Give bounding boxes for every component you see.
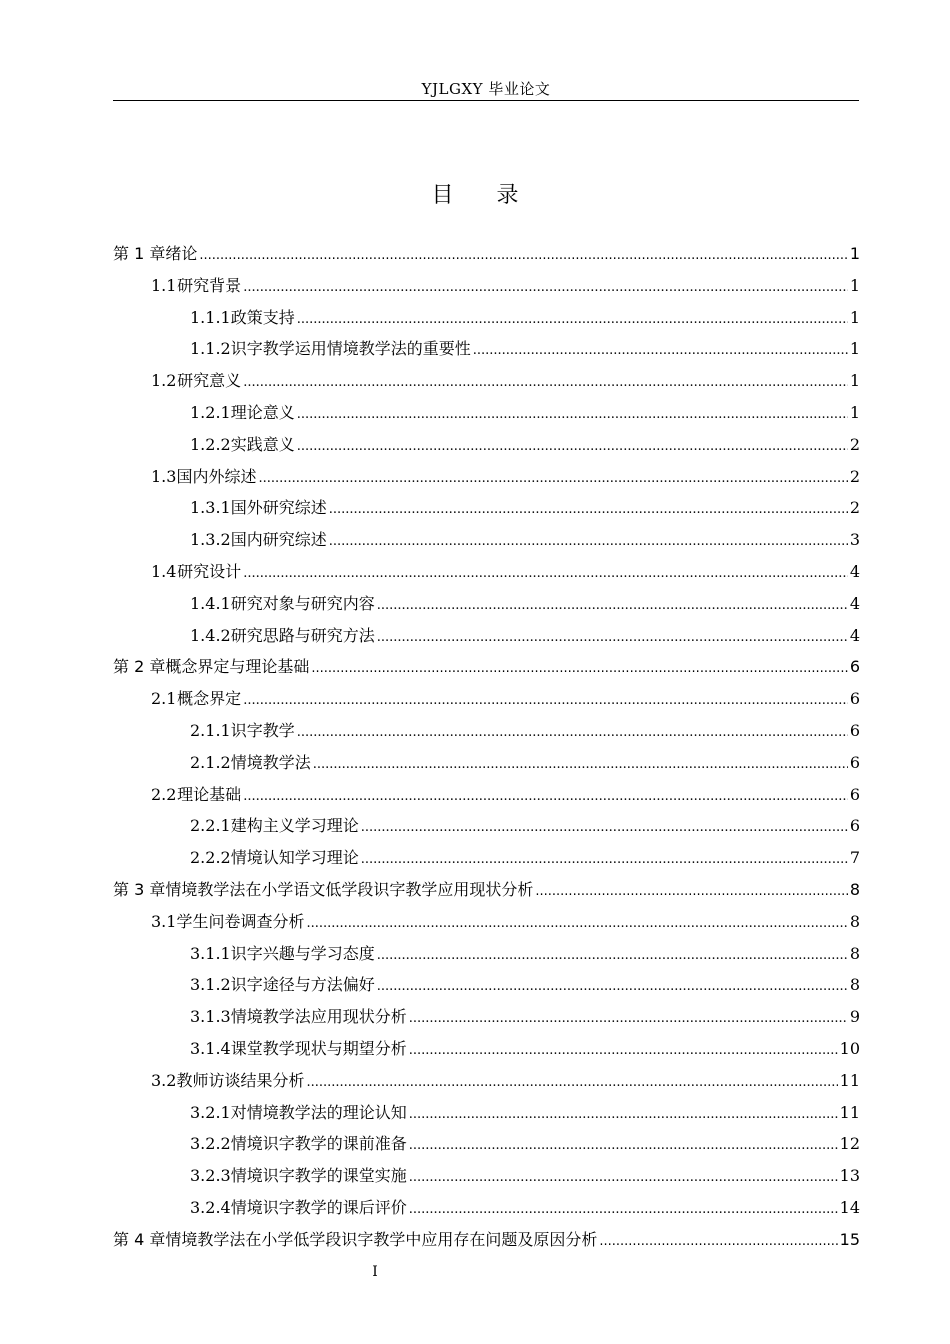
toc-entry[interactable]: [113, 1065, 860, 1097]
toc-dot-leader: [473, 333, 848, 367]
toc-entry-number: 3.2.4: [190, 1197, 231, 1217]
toc-dot-leader: [243, 556, 848, 590]
toc-entry-title: 理论基础: [177, 784, 242, 804]
toc-entry[interactable]: [113, 810, 860, 842]
toc-entry-title: 研究对象与研究内容: [230, 593, 375, 613]
toc-entry-number: 1.1.2: [190, 339, 231, 359]
toc-entry-number: 1.4.2: [190, 625, 231, 645]
toc-entry[interactable]: [113, 238, 860, 270]
toc-entry-number: 2.2.2: [190, 848, 231, 868]
toc-entry-number: 1.3.1: [190, 498, 231, 518]
toc-entry-page: 14: [839, 1197, 860, 1217]
toc-dot-leader: [311, 651, 847, 685]
toc-entry-title: 识字教学: [230, 720, 295, 740]
toc-dot-leader: [297, 429, 848, 463]
toc-entry-number: 2.1: [151, 689, 177, 709]
toc-entry-number: 3.1.4: [190, 1038, 231, 1058]
toc-dot-leader: [535, 874, 847, 908]
toc-entry[interactable]: [113, 747, 860, 779]
toc-entry-page: 8: [849, 911, 860, 931]
toc-entry-page: 2: [849, 498, 860, 518]
toc-entry[interactable]: [113, 683, 860, 715]
toc-entry[interactable]: [113, 302, 860, 334]
toc-entry[interactable]: [113, 524, 860, 556]
toc-entry-page: 1: [849, 402, 860, 422]
toc-dot-leader: [361, 842, 848, 876]
header-rule: [113, 100, 859, 101]
toc-entry-number: 2.1.2: [190, 752, 231, 772]
toc-entry-number: 1.1: [151, 275, 177, 295]
toc-entry[interactable]: [113, 397, 860, 429]
toc-entry-number: 1.3.2: [190, 530, 231, 550]
toc-entry-page: 4: [849, 561, 860, 581]
toc-entry-title: 情境识字教学的课堂实施: [230, 1166, 407, 1186]
toc-dot-leader: [377, 938, 848, 972]
toc-entry-number: 1.4: [151, 561, 177, 581]
toc-dot-leader: [306, 906, 847, 940]
toc-entry-title: 理论意义: [230, 402, 295, 422]
toc-entry[interactable]: [113, 333, 860, 365]
toc-entry-title: 国外研究综述: [230, 498, 327, 518]
toc-dot-leader: [243, 779, 848, 813]
toc-entry[interactable]: [113, 429, 860, 461]
toc-entry-number: 3.2: [151, 1070, 177, 1090]
toc-dot-leader: [259, 461, 848, 495]
running-header: YJLGXY 毕业论文: [421, 80, 551, 98]
toc-entry-title: 绪论: [165, 244, 198, 263]
toc-dot-leader: [243, 270, 848, 304]
toc-entry[interactable]: [113, 715, 860, 747]
toc-entry-number: 第 4 章: [113, 1229, 166, 1249]
toc-entry-title: 识字教学运用情境教学法的重要性: [230, 339, 471, 359]
toc-entry[interactable]: [113, 365, 860, 397]
toc-entry[interactable]: [113, 270, 860, 302]
toc-dot-leader: [409, 1160, 838, 1194]
toc-entry-number: 3.2.1: [190, 1102, 231, 1122]
toc-entry-page: 4: [849, 593, 860, 613]
table-of-contents: [113, 238, 860, 1256]
toc-dot-leader: [599, 1224, 837, 1258]
toc-entry-title: 研究思路与研究方法: [230, 625, 375, 645]
toc-entry[interactable]: [113, 1097, 860, 1129]
toc-entry-number: 2.2: [151, 784, 177, 804]
toc-entry-page: 1: [849, 339, 860, 359]
toc-entry[interactable]: [113, 620, 860, 652]
toc-entry-page: 11: [839, 1102, 860, 1122]
toc-entry-number: 1.4.1: [190, 593, 231, 613]
toc-entry[interactable]: [113, 874, 860, 906]
toc-dot-leader: [409, 1128, 838, 1162]
toc-entry-number: 1.1.1: [190, 307, 231, 327]
toc-entry-title: 识字途径与方法偏好: [230, 975, 375, 995]
toc-entry-page: 8: [849, 879, 860, 899]
toc-dot-leader: [199, 238, 847, 272]
toc-dot-leader: [313, 747, 848, 781]
toc-entry[interactable]: [113, 651, 860, 683]
toc-entry-title: 学生问卷调查分析: [176, 911, 305, 931]
toc-entry-number: 3.1.2: [190, 975, 231, 995]
toc-entry-page: 12: [839, 1134, 860, 1154]
toc-entry[interactable]: [113, 588, 860, 620]
toc-entry-number: 1.3: [151, 466, 177, 486]
toc-entry-title: 教师访谈结果分析: [176, 1070, 305, 1090]
toc-entry-page: 2: [849, 434, 860, 454]
toc-dot-leader: [243, 365, 848, 399]
toc-entry[interactable]: [113, 1128, 860, 1160]
toc-entry-title: 研究设计: [177, 561, 242, 581]
toc-entry[interactable]: [113, 1001, 860, 1033]
toc-entry[interactable]: [113, 906, 860, 938]
toc-dot-leader: [329, 524, 848, 558]
toc-entry-page: 6: [849, 689, 860, 709]
toc-dot-leader: [377, 969, 848, 1003]
toc-entry[interactable]: [113, 1192, 860, 1224]
toc-entry[interactable]: [113, 938, 860, 970]
toc-entry[interactable]: [113, 1160, 860, 1192]
toc-entry-number: 3.1.3: [190, 1007, 231, 1027]
toc-dot-leader: [409, 1001, 848, 1035]
toc-entry-page: 10: [839, 1038, 860, 1058]
toc-entry-page: 1: [849, 275, 860, 295]
toc-dot-leader: [306, 1065, 837, 1099]
toc-entry-title: 识字兴趣与学习态度: [230, 943, 375, 963]
toc-entry-title: 情境教学法应用现状分析: [230, 1007, 407, 1027]
toc-entry-page: 6: [849, 784, 860, 804]
toc-dot-leader: [409, 1033, 838, 1067]
toc-dot-leader: [409, 1097, 838, 1131]
toc-entry-page: 4: [849, 625, 860, 645]
toc-entry-title: 情境教学法: [230, 752, 311, 772]
toc-entry-number: 3.2.3: [190, 1166, 231, 1186]
toc-entry[interactable]: [113, 1224, 860, 1256]
toc-entry-title: 国内外综述: [176, 466, 257, 486]
toc-entry[interactable]: [113, 842, 860, 874]
toc-entry-title: 概念界定与理论基础: [165, 657, 310, 677]
toc-dot-leader: [409, 1192, 838, 1226]
toc-entry-page: 3: [849, 530, 860, 550]
toc-entry-number: 1.2.1: [190, 402, 231, 422]
toc-entry[interactable]: [113, 492, 860, 524]
toc-entry-page: 1: [849, 371, 860, 391]
toc-entry-title: 情境识字教学的课后评价: [230, 1197, 407, 1217]
toc-entry-title: 情境识字教学的课前准备: [230, 1134, 407, 1154]
toc-entry-number: 2.1.1: [190, 720, 231, 740]
toc-entry-page: 11: [839, 1070, 860, 1090]
toc-entry-title: 概念界定: [177, 689, 242, 709]
toc-dot-leader: [361, 810, 848, 844]
toc-entry-page: 1: [849, 244, 860, 263]
toc-title: 目 录: [431, 183, 519, 208]
toc-entry-page: 6: [849, 720, 860, 740]
toc-entry-page: 6: [849, 657, 860, 677]
toc-entry-page: 8: [849, 943, 860, 963]
toc-entry-number: 第 2 章: [113, 657, 166, 677]
toc-entry-title: 情境教学法在小学低学段识字教学中应用存在问题及原因分析: [165, 1229, 598, 1249]
toc-dot-leader: [297, 302, 848, 336]
toc-entry-page: 6: [849, 816, 860, 836]
toc-entry-page: 8: [849, 975, 860, 995]
toc-dot-leader: [329, 492, 848, 526]
toc-entry[interactable]: [113, 779, 860, 811]
toc-dot-leader: [297, 715, 848, 749]
toc-entry-title: 政策支持: [230, 307, 295, 327]
toc-entry-page: 7: [849, 848, 860, 868]
toc-entry-number: 1.2: [151, 371, 177, 391]
toc-entry-title: 建构主义学习理论: [230, 816, 359, 836]
toc-entry-title: 情境教学法在小学语文低学段识字教学应用现状分析: [165, 879, 534, 899]
toc-entry-page: 6: [849, 752, 860, 772]
toc-dot-leader: [377, 588, 848, 622]
toc-entry[interactable]: [113, 461, 860, 493]
toc-entry-title: 研究背景: [177, 275, 242, 295]
toc-entry-number: 1.2.2: [190, 434, 231, 454]
toc-entry-title: 研究意义: [177, 371, 242, 391]
toc-entry-title: 情境认知学习理论: [230, 848, 359, 868]
toc-entry-page: 9: [849, 1007, 860, 1027]
toc-dot-leader: [377, 620, 848, 654]
toc-dot-leader: [297, 397, 848, 431]
toc-entry[interactable]: [113, 1033, 860, 1065]
toc-entry-title: 国内研究综述: [230, 530, 327, 550]
toc-entry-title: 对情境教学法的理论认知: [230, 1102, 407, 1122]
page-number: I: [372, 1264, 378, 1280]
toc-entry[interactable]: [113, 556, 860, 588]
toc-dot-leader: [243, 683, 848, 717]
toc-entry-number: 2.2.1: [190, 816, 231, 836]
toc-entry-number: 第 3 章: [113, 879, 166, 899]
toc-entry-page: 15: [839, 1229, 860, 1249]
toc-entry-page: 1: [849, 307, 860, 327]
toc-entry-number: 第 1 章: [113, 244, 166, 263]
toc-entry-title: 课堂教学现状与期望分析: [230, 1038, 407, 1058]
toc-entry-number: 3.1.1: [190, 943, 231, 963]
toc-entry-number: 3.1: [151, 911, 177, 931]
toc-entry-page: 2: [849, 466, 860, 486]
toc-entry-number: 3.2.2: [190, 1134, 231, 1154]
toc-entry-page: 13: [839, 1166, 860, 1186]
toc-entry-title: 实践意义: [230, 434, 295, 454]
toc-entry[interactable]: [113, 969, 860, 1001]
